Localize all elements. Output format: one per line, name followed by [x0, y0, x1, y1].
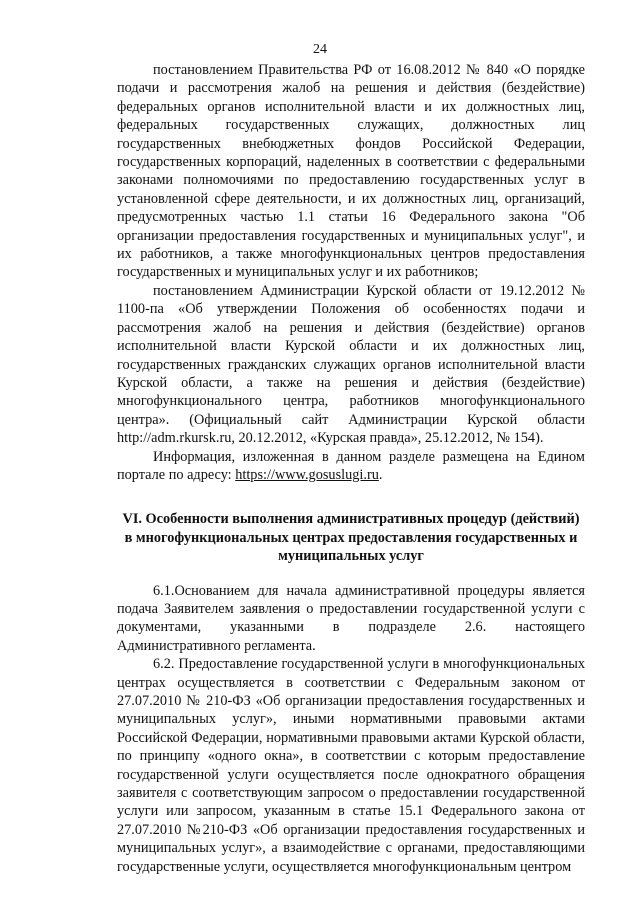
portal-info-suffix: . — [378, 466, 383, 483]
paragraph-portal-info — [117, 448, 585, 485]
paragraph-6-1: 6.1.Основанием для начала административной процедуры является подача Заявителем заявления о предоставлении государственной услуги с документами, указанными в подразделе 2.6. настоящего Административного регламента. — [117, 582, 585, 654]
portal-info-text: Информация, изложенная в данном разделе размещена на Едином портале по адресу: — [117, 448, 585, 483]
page-number: 24 — [313, 42, 327, 57]
gosuslugi-link[interactable]: https://www.gosuslugi.ru — [235, 466, 379, 483]
paragraph-6-2: 6.2. Предоставление государственной услуги в многофункциональных центрах осуществляется в соответствии с Федеральным законом от 27.07.2010 № 210-ФЗ «Об организации предоставления государственных и муниципальных услуг», иными нормативными правовыми актами Российской Федерации, нормативными правовыми актами Курской области, по принципу «одного окна», в соответствии с которым предоставление государственной услуги осуществляется после однократного обращения заявителя с соответствующим запросом о предоставлении государственной услуги или запросом, указанным в статье 15.1 Федерального закона от 27.07.2010 №210-ФЗ «Об организации предоставления государственных и муниципальных услуг», а взаимодействие с органами, предоставляющими государственные услуги, осуществляется многофункциональным центром — [117, 656, 585, 875]
paragraph-resolution-1100: постановлением Администрации Курской области от 19.12.2012 № 1100-па «Об утверждении Положения об особенностях подачи и рассмотрения жалоб на решения и действия (бездействие) органов исполнительной власти Курской области и их должностных лиц, государственных гражданских служащих органов исполнительной власти Курской области, а также на решения и действия (бездействие) многофункционального центра, работников многофункционального центра». (Официальный сайт Администрации Курской области http://adm.rkursk.ru, 20.12.2012, «Курская правда», 25.12.2012, № 154). — [117, 282, 585, 447]
page-content — [117, 61, 585, 876]
section-heading: VI. Особенности выполнения административных процедур (действий) в многофункциональных центрах предоставления государственных и муниципальных услуг — [122, 511, 580, 565]
paragraph-resolution-840: постановлением Правительства РФ от 16.08.2012 № 840 «О порядке подачи и рассмотрения жалоб на решения и действия (бездействие) федеральных органов исполнительной власти и их должностных лиц, федеральных государственных служащих, должностных лиц государственных внебюджетных фондов Российской Федерации, государственных корпораций, наделенных в соответствии с федеральными законами полномочиями по предоставлению государственных услуг в установленной сфере деятельности, и их должностных лиц, организаций, предусмотренных частью 1.1 статьи 16 Федерального закона "Об организации предоставления государственных и муниципальных услуг", и их работников, а также многофункциональных центров предоставления государственных и муниципальных услуг и их работников; — [117, 62, 585, 281]
